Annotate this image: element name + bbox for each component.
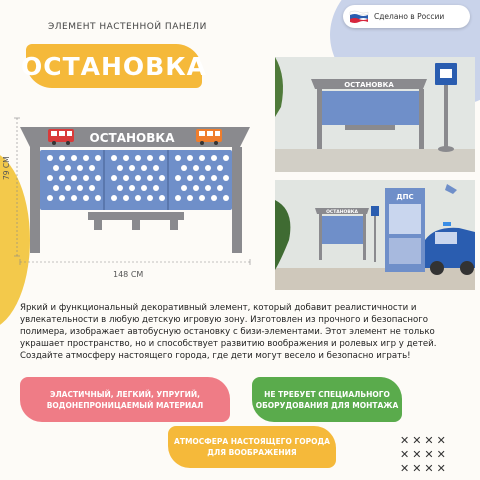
width-dimension-label: 148 СМ — [113, 270, 144, 279]
photo1-panel-label: ОСТАНОВКА — [344, 81, 394, 89]
subtitle: ЭЛЕМЕНТ НАСТЕННОЙ ПАНЕЛИ — [48, 22, 207, 32]
right-post — [232, 147, 242, 253]
height-dimension-label: 79 СМ — [2, 156, 11, 180]
bus-stop-diagram — [0, 108, 270, 268]
russia-flag-icon — [349, 10, 369, 24]
feature-material-line-2: ВОДОНЕПРОНИЦАЕМЫЙ МАТЕРИАЛ — [46, 400, 204, 410]
made-in-russia-label: Сделано в России — [374, 12, 445, 21]
page-title: ОСТАНОВКА — [21, 51, 208, 81]
feature-atmosphere-line-1: АТМОСФЕРА НАСТОЯЩЕГО ГОРОДА — [174, 437, 330, 446]
feature-mounting-line-2: ОБОРУДОВАНИЯ ДЛЯ МОНТАЖА — [255, 400, 399, 410]
dps-label: ДПС — [396, 193, 414, 201]
title-badge — [21, 44, 208, 88]
feature-material-line-1: ЭЛАСТИЧНЫЙ, ЛЕГКИЙ, УПРУГИЙ, — [49, 389, 201, 399]
left-post — [30, 147, 40, 253]
feature-mounting-line-1: НЕ ТРЕБУЕТ СПЕЦИАЛЬНОГО — [264, 389, 390, 399]
feature-atmosphere — [168, 426, 336, 468]
bench — [88, 212, 184, 220]
feature-material — [20, 377, 230, 422]
photo2-panel-label: ОСТАНОВКА — [326, 210, 358, 215]
decor-crosses-icon: ✕✕✕✕ ✕✕✕✕ ✕✕✕✕ — [400, 434, 449, 475]
photo-wall-mounted — [275, 57, 475, 172]
feature-atmosphere-line-2: ДЛЯ ВООБРАЖЕНИЯ — [207, 448, 297, 457]
made-in-russia-badge — [343, 5, 470, 28]
photo-play-zone — [275, 180, 475, 290]
description-text: Яркий и функциональный декоративный элемент, который добавит реалистичности и увлекательности в любую детскую игровую зону. Изготовлен из прочного и безопасного полимера, изображает автобусную остановку с бизи-элементами. Этот элемент не только украшает пространство, но и способствует развитию воображения и ролевых игр у детей. Создайте атмосферу настоящего города, где дети могут весело и безопасно играть! — [20, 303, 437, 361]
feature-mounting — [252, 377, 402, 422]
diagram-panel-label: ОСТАНОВКА — [89, 131, 175, 145]
